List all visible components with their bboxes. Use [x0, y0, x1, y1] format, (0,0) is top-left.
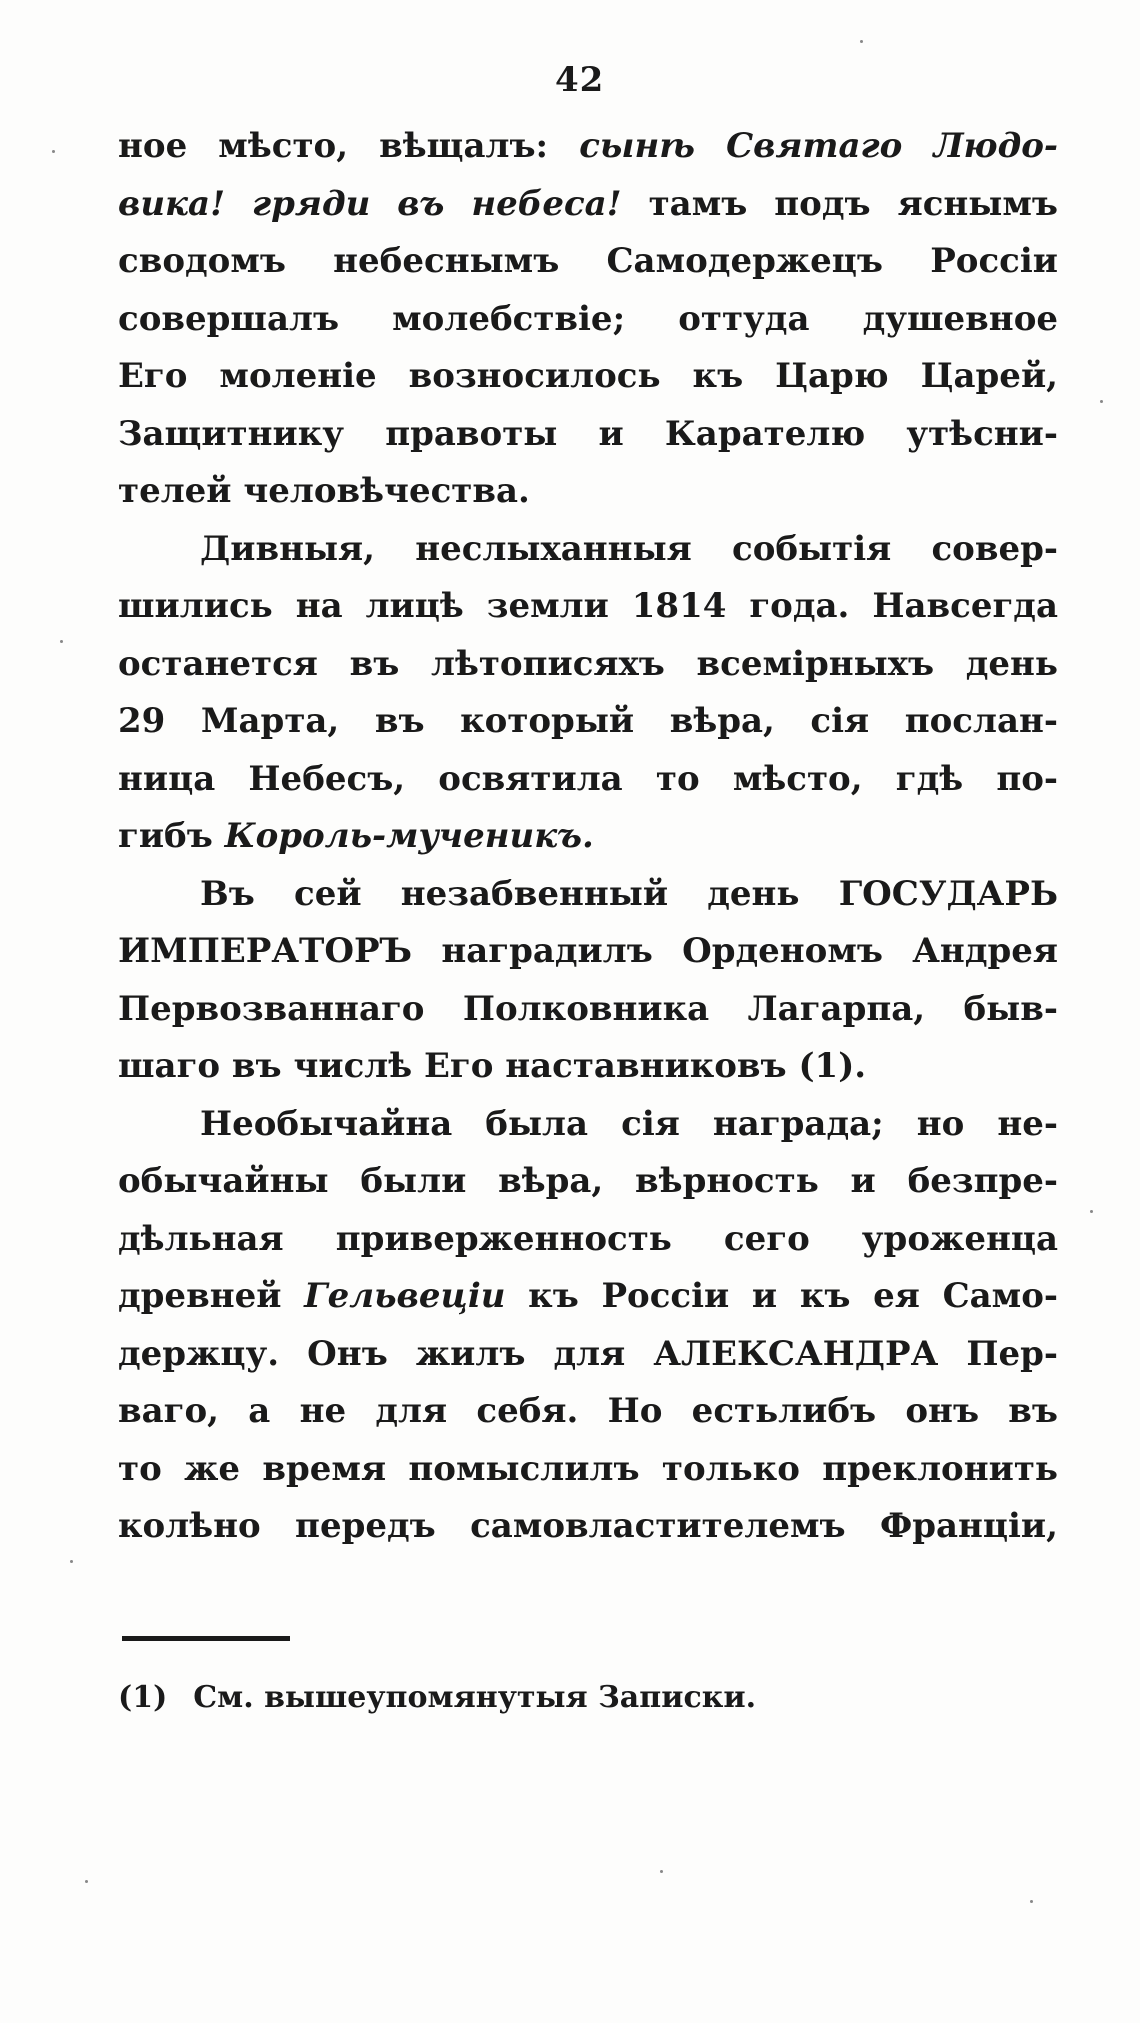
scan-speck	[1100, 400, 1103, 403]
text-line: вика! гряди въ небеса! тамъ подъ яснымъ	[118, 183, 1058, 224]
scan-speck	[52, 150, 55, 153]
scan-speck	[70, 1560, 73, 1563]
text-line: древней Гельвеціи къ Россіи и къ ея Само-	[118, 1276, 1058, 1316]
scan-speck	[660, 1870, 663, 1873]
text-line: Дивныя, неслыханныя событія совер-	[200, 528, 1058, 569]
text-line: Въ сей незабвенный день ГОСУДАРЬ	[200, 873, 1058, 914]
text-line: дѣльная приверженность сего уроженца	[118, 1218, 1058, 1259]
scan-speck	[60, 640, 63, 643]
footnote-divider	[122, 1636, 290, 1641]
footnote-marker: (1)	[118, 1680, 168, 1715]
scan-speck	[85, 1880, 88, 1883]
text-line: шились на лицѣ земли 1814 года. Навсегда	[118, 586, 1058, 626]
text-line: шаго въ числѣ Его наставниковъ (1).	[118, 1046, 867, 1086]
text-line: совершалъ молебствіе; оттуда душевное	[118, 298, 1058, 339]
footnote-text: См. вышеупомянутыя Записки.	[193, 1680, 757, 1715]
text-line: Защитнику правоты и Карателю утѣсни-	[118, 413, 1058, 454]
text-line: ница Небесъ, освятила то мѣсто, гдѣ по-	[118, 758, 1058, 799]
text-line: сводомъ небеснымъ Самодержецъ Россіи	[118, 241, 1058, 281]
footnote	[118, 1680, 756, 1715]
text-line: обычайны были вѣра, вѣрность и безпре-	[118, 1161, 1058, 1201]
text-line: останется въ лѣтописяхъ всемірныхъ день	[118, 643, 1058, 684]
main-text	[118, 118, 1058, 1556]
text-line: Его моленіе возносилось къ Царю Царей,	[118, 356, 1058, 396]
page-number: 42	[555, 60, 605, 100]
text-line: гибъ Король-мученикъ.	[118, 816, 594, 856]
text-line: то же время помыслилъ только преклонить	[118, 1448, 1058, 1489]
text-line: Первозваннаго Полковника Лагарпа, быв-	[118, 988, 1058, 1029]
text-line: телей человѣчества.	[118, 471, 530, 511]
text-line: держцу. Онъ жилъ для АЛЕКСАНДРА Пер-	[118, 1333, 1058, 1374]
text-line: колѣно передъ самовластителемъ Франціи,	[118, 1506, 1058, 1546]
scan-speck	[860, 40, 863, 43]
text-line: Необычайна была сія награда; но не-	[200, 1103, 1058, 1144]
text-line: 29 Марта, въ который вѣра, сія послан-	[118, 701, 1058, 741]
text-line: ваго, а не для себя. Но естьлибъ онъ въ	[118, 1391, 1058, 1431]
scan-speck	[1030, 1900, 1033, 1903]
scan-speck	[1090, 1210, 1093, 1213]
text-line: ное мѣсто, вѣщалъ: сынѣ Святаго Людо-	[118, 126, 1058, 166]
text-line: ИМПЕРАТОРЪ наградилъ Орденомъ Андрея	[118, 931, 1058, 971]
